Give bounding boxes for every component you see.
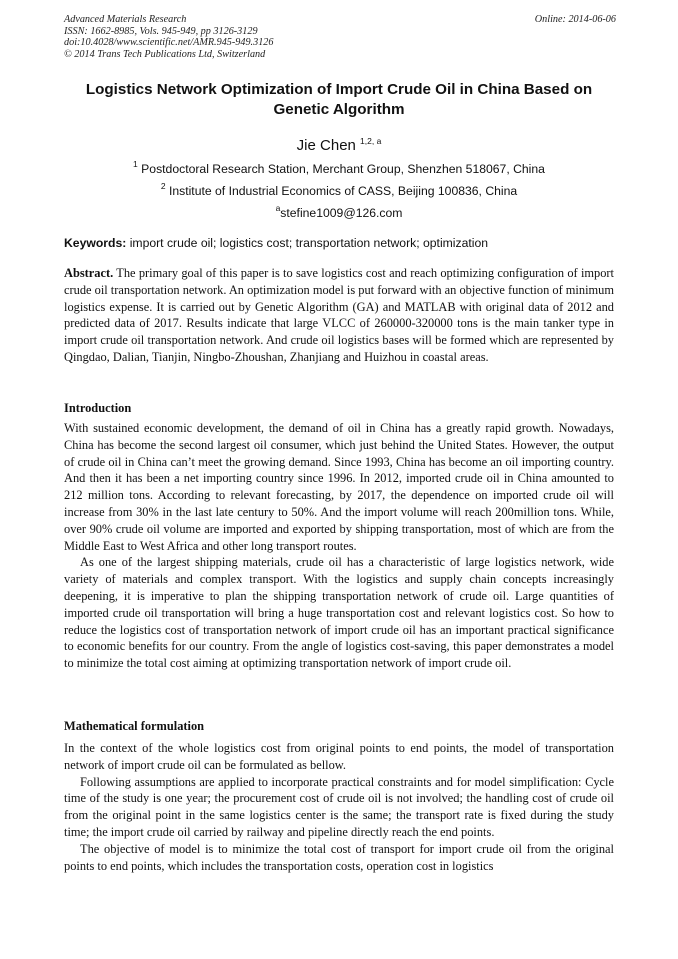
affiliation-1-text: Postdoctoral Research Station, Merchant Group, Shenzhen 518067, China [141, 162, 545, 176]
introduction-paragraph-2: As one of the largest shipping materials, crude oil has a characteristic of large logistics network, wide variety of materials and complex transport. With the logistics and supply chain concepts increasingly deepening, it is imperative to plan the shipping transportation network of crude oil. Large quantities of imported crude oil transportation will bring a huge transportation cost and relevant logistics cost. So how to reduce the logistics cost of transportation network of import crude oil has an important practical significance to economic benefits for our country. From the angle of logistics cost-saving, this paper demonstrates a model to minimize the total cost aiming at optimizing transportation network of import crude oil. [64, 555, 614, 671]
formulation-heading: Mathematical formulation [64, 719, 205, 733]
formulation-paragraph-1: In the context of the whole logistics cost from original points to end points, the model of transportation network of import crude oil can be formulated as bellow. [64, 741, 614, 772]
affiliation-1-sup: 1 [133, 159, 138, 169]
introduction-heading: Introduction [64, 401, 132, 415]
abstract [64, 265, 614, 366]
copyright-line: © 2014 Trans Tech Publications Ltd, Switzerland [64, 48, 266, 60]
author-superscript: 1,2, a [360, 136, 382, 146]
affiliation-2-sup: 2 [160, 181, 166, 191]
author-line [64, 131, 614, 156]
online-date: Online: 2014-06-06 [534, 14, 616, 25]
abstract-label: Abstract. [64, 266, 114, 280]
journal-header [64, 14, 616, 60]
keywords-text: import crude oil; logistics cost; transportation network; optimization [129, 236, 489, 250]
paper-title: Logistics Network Optimization of Import Crude Oil in China Based on Genetic Algorithm [85, 81, 593, 118]
introduction-body [64, 420, 614, 672]
abstract-text: The primary goal of this paper is to save logistics cost and reach optimizing configuration of import crude oil transportation network. An optimization model is put forward with an objective function of minimum logistics expense. It is carried out by Genetic Algorithm (GA) and MATLAB with original data of 2012 and predicted data of 2017. Results indicate that large VLCC of 260000-320000 tons is the main tanker type in import crude oil transportation network. And crude oil logistics bases will be formed which are represented by Qingdao, Dalian, Tianjin, Ningbo-Zhoushan, Zhanjiang and Huizhou in coastal areas. [64, 266, 614, 364]
doi-line: doi:10.4028/www.scientific.net/AMR.945-949.3126 [64, 37, 274, 49]
formulation-paragraph-2: Following assumptions are applied to incorporate practical constraints and for model simplification: Cycle time of the study is one year; the procurement cost of crude oil is not involved; the handling cost of crude oil from the original point in the same logistics center is the same; the transport rate is fixed during the study time; the import crude oil carried by railway and pipeline directly reach the end points. [64, 774, 614, 839]
keywords-label: Keywords: [64, 236, 127, 250]
keywords-line [64, 235, 616, 251]
introduction-paragraph-1: With sustained economic development, the demand of oil in China has a greatly rapid growth. Nowadays, China has become the second largest oil consumer, which just behind the United States. However, the output of crude oil in China can’t meet the growing demand. Since 1993, China has become an oil importing country. And then it has been a net importing country since 1996. In 2012, imported crude oil in China amounted to 212 million tons. According to relevant forecasting, by 2017, the dependence on imported crude oil will increase from 30% in the last late century to 50%. And the import volume will reach 200million tons. While, over 90% crude oil volume are imported and exported by shipping transportation, most of which are from the Middle East to West Africa and other long transport routes. [64, 421, 614, 553]
author-name: Jie Chen [296, 137, 356, 154]
formulation-paragraph-3: The objective of model is to minimize the total cost of transport for import crude oil from the original points to end points, which includes the transportation costs, operation cost in logistics [64, 841, 614, 873]
affiliation-2-text: Institute of Industrial Economics of CASS, Beijing 100836, China [168, 184, 518, 198]
email-line [64, 200, 614, 221]
email-sup: a [275, 203, 281, 213]
issn-line: ISSN: 1662-8985, Vols. 945-949, pp 3126-3129 [64, 25, 258, 37]
affiliation-2 [64, 178, 614, 199]
email-text: stefine1009@126.com [280, 206, 403, 220]
affiliation-1 [64, 156, 614, 177]
journal-name: Advanced Materials Research [64, 14, 187, 25]
formulation-body [64, 740, 614, 874]
